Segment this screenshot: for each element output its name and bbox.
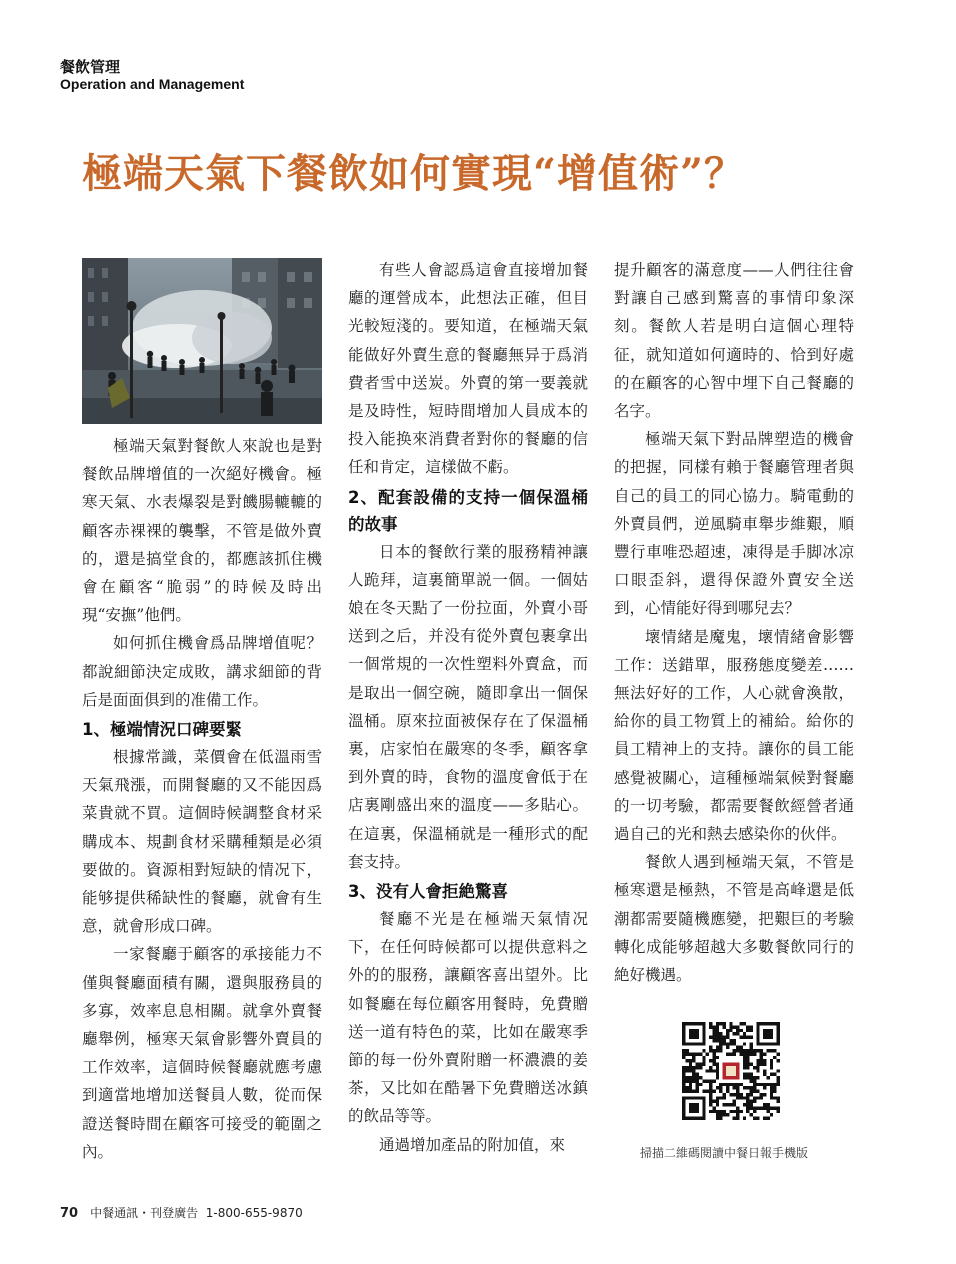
qr-caption: 掃描二維碼閱讀中餐日報手機版 (640, 1146, 809, 1160)
paragraph: 極端天氣下對品牌塑造的機會的把握，同樣有賴于餐廳管理者與自己的員工的同心協力。騎電動的外賣員們，逆風騎車舉步維艱，順豐行車唯恐超速，凍得是手脚冰凉口眼歪斜，還得保證外賣安全送到，心情能好得到哪兒去？ (614, 430, 854, 618)
paragraph: 根據常識，菜價會在低溫雨雪天氣飛漲，而開餐廳的又不能因爲菜貴就不買。這個時候調整食材采購成本、規劃食材采購種類是必須要做的。資源相對短缺的情况下，能够提供稀缺性的餐廳，就會有生意，就會形成口碑。 (82, 748, 322, 936)
column-3 (614, 256, 854, 989)
footer-publication: 中餐通訊・刊登廣告 (90, 1206, 199, 1220)
column-2 (348, 256, 588, 1159)
paragraph: 日本的餐飲行業的服務精神讓人跪拜，這裏簡單説一個。一個姑娘在冬天點了一份拉面，外賣小哥送到之后，并没有從外賣包裹拿出一個常規的一次性塑料外賣盒，而是取出一個空碗，隨即拿出一個保溫桶。原來拉面被保存在了保溫桶裏，店家怕在嚴寒的冬季，顧客拿到外賣的時，食物的溫度會低于在店裏剛盛出來的溫度——多貼心。在這裏，保溫桶就是一種形式的配套支持。 (348, 542, 588, 871)
paragraph: 餐廳不光是在極端天氣情况下，在任何時候都可以提供意料之外的的服務，讓顧客喜出望外。比如餐廳在每位顧客用餐時，免費贈送一道有特色的菜，比如在嚴寒季節的每一份外賣附贈一杯濃濃的姜茶，又比如在酷暑下免費贈送冰鎮的飲品等等。 (348, 910, 588, 1126)
footer-phone: 1-800-655-9870 (205, 1206, 303, 1220)
section-title-zh: 餐飲管理 (60, 58, 121, 76)
subheading: 3、没有人會拒絶驚喜 (348, 882, 508, 902)
storm-photo (82, 258, 322, 424)
paragraph: 餐飲人遇到極端天氣，不管是極寒還是極熱，不管是高峰還是低潮都需要隨機應變，把艱巨的考驗轉化成能够超越大多數餐飲同行的絶好機遇。 (614, 853, 854, 985)
paragraph: 通過增加產品的附加值，來 (379, 1135, 566, 1154)
section-title-en: Operation and Management (60, 76, 245, 92)
paragraph: 有些人會認爲這會直接增加餐廳的運營成本，此想法正確，但目光較短淺的。要知道，在極端天氣能做好外賣生意的餐廳無异于爲消費者雪中送炭。外賣的第一要義就是及時性，短時間增加人員成本的投入能换來消費者對你的餐廳的信任和肯定，這樣做不虧。 (348, 261, 588, 477)
paragraph: 如何抓住機會爲品牌增值呢？都說細節決定成敗，講求細節的背后是面面俱到的准備工作。 (82, 634, 322, 709)
subheading: 1、極端情況口碑要緊 (82, 720, 242, 740)
page-footer (60, 1204, 303, 1221)
paragraph: 極端天氣對餐飲人來說也是對餐飲品牌增值的一次絕好機會。極寒天氣、水表爆裂是對饑腸轆轆的顧客赤裸裸的襲擊，不管是做外賣的，還是搞堂食的，都應該抓住機會在顧客“脆弱”的時候及時出現“安撫”他們。 (82, 437, 322, 625)
page-number: 70 (60, 1206, 79, 1221)
article-title: 極端天氣下餐飲如何實現“增值術”？ (82, 150, 746, 197)
subheading: 2、配套設備的支持一個保溫桶的故事 (348, 487, 588, 534)
paragraph: 壞情緒是魔鬼，壞情緒會影響工作：送錯單，服務態度變差……無法好好的工作，人心就會渙散，給你的員工物質上的補給。給你的員工精神上的支持。讓你的員工能感覺被關心，這種極端氣候對餐廳的一切考驗，都需要餐飲經營者通過自己的光和熱去感染你的伙伴。 (614, 627, 854, 844)
paragraph: 一家餐廳于顧客的承接能力不僅與餐廳面積有關，還與服務員的多寡，效率息息相關。就拿外賣餐廳舉例，極寒天氣會影響外賣員的工作效率，這個時候餐廳就應考慮到適當地增加送餐員人數，從而保證送餐時間在顧客可接受的範圍之內。 (82, 945, 322, 1161)
qr-code[interactable] (682, 1022, 780, 1120)
paragraph: 提升顧客的滿意度——人們往往會對讓自己感到驚喜的事情印象深刻。餐飲人若是明白這個心理特征，就知道如何適時的、恰到好處的在顧客的心智中埋下自己餐廳的名字。 (614, 261, 854, 421)
column-1 (82, 432, 322, 1166)
